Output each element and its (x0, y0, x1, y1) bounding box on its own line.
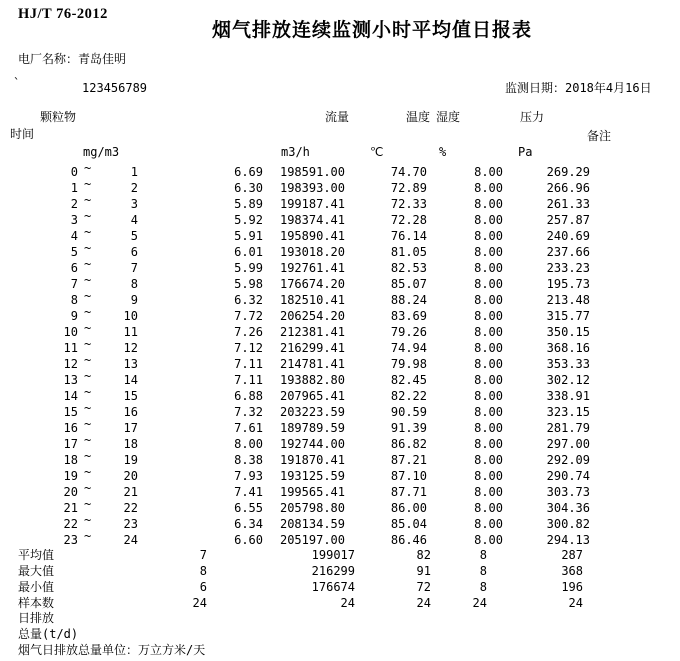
table-row (0, 305, 680, 324)
cell-pressure: 323.15 (546, 405, 590, 419)
table-row (0, 209, 680, 228)
cell-humidity: 8.00 (474, 485, 503, 499)
cell-temperature: 90.59 (390, 405, 427, 419)
table-row (0, 529, 680, 548)
cell-hour-from: 5 (70, 245, 78, 259)
cell-flow: 198393.00 (279, 181, 345, 195)
cell-flow: 212381.41 (279, 325, 345, 339)
summary-flow: 199017 (311, 548, 355, 562)
cell-flow: 191870.41 (279, 453, 345, 467)
cell-dust: 7.61 (234, 421, 263, 435)
summary-flow: 216299 (311, 564, 355, 578)
summary-temperature: 82 (416, 548, 431, 562)
tilde-separator: ~ (84, 161, 92, 175)
cell-hour-from: 7 (70, 277, 78, 291)
cell-flow: 195890.41 (279, 229, 345, 243)
cell-humidity: 8.00 (474, 165, 503, 179)
cell-dust: 5.99 (234, 261, 263, 275)
cell-pressure: 315.77 (546, 309, 590, 323)
cell-dust: 5.92 (234, 213, 263, 227)
cell-humidity: 8.00 (474, 261, 503, 275)
cell-pressure: 240.69 (546, 229, 590, 243)
table-row (0, 257, 680, 276)
cell-hour-to: 13 (123, 357, 138, 371)
cell-hour-to: 6 (130, 245, 138, 259)
cell-humidity: 8.00 (474, 533, 503, 547)
cell-temperature: 86.00 (390, 501, 427, 515)
cell-flow: 214781.41 (279, 357, 345, 371)
cell-temperature: 85.04 (390, 517, 427, 531)
cell-humidity: 8.00 (474, 309, 503, 323)
cell-flow: 198591.00 (279, 165, 345, 179)
summary-humidity: 24 (472, 596, 487, 610)
cell-humidity: 8.00 (474, 405, 503, 419)
tilde-separator: ~ (84, 465, 92, 479)
cell-dust: 5.98 (234, 277, 263, 291)
tilde-separator: ~ (84, 497, 92, 511)
cell-humidity: 8.00 (474, 197, 503, 211)
summary-humidity: 8 (479, 548, 487, 562)
cell-humidity: 8.00 (474, 437, 503, 451)
cell-dust: 6.34 (234, 517, 263, 531)
cell-dust: 6.30 (234, 181, 263, 195)
cell-hour-from: 23 (63, 533, 78, 547)
cell-flow: 207965.41 (279, 389, 345, 403)
cell-pressure: 261.33 (546, 197, 590, 211)
cell-humidity: 8.00 (474, 181, 503, 195)
cell-pressure: 257.87 (546, 213, 590, 227)
col-header-humidity: 湿度 (436, 110, 461, 124)
cell-flow: 182510.41 (279, 293, 345, 307)
cell-hour-to: 5 (130, 229, 138, 243)
report-title: 烟气排放连续监测小时平均值日报表 (212, 19, 533, 41)
cell-flow: 208134.59 (279, 517, 345, 531)
cell-hour-from: 17 (63, 437, 78, 451)
cell-dust: 7.26 (234, 325, 263, 339)
cell-temperature: 72.28 (390, 213, 427, 227)
tilde-separator: ~ (84, 417, 92, 431)
table-row (0, 369, 680, 388)
cell-flow: 203223.59 (279, 405, 345, 419)
cell-pressure: 213.48 (546, 293, 590, 307)
cell-pressure: 302.12 (546, 373, 590, 387)
table-row (0, 433, 680, 452)
cell-dust: 8.00 (234, 437, 263, 451)
footer-note: 烟气日排放总量单位：万立方米/天 (18, 643, 206, 657)
cell-hour-from: 14 (63, 389, 78, 403)
cell-hour-to: 2 (130, 181, 138, 195)
cell-temperature: 87.21 (390, 453, 427, 467)
tilde-separator: ~ (84, 177, 92, 191)
row-label-total-td: 总量(t/d) (18, 627, 79, 641)
cell-humidity: 8.00 (474, 213, 503, 227)
tilde-separator: ~ (84, 289, 92, 303)
tilde-separator: ~ (84, 449, 92, 463)
cell-temperature: 72.33 (390, 197, 427, 211)
cell-pressure: 269.29 (546, 165, 590, 179)
tilde-separator: ~ (84, 481, 92, 495)
row-label-daily-emission: 日排放 (18, 611, 55, 625)
tilde-separator: ~ (84, 273, 92, 287)
cell-flow: 216299.41 (279, 341, 345, 355)
unit-humidity: % (439, 145, 447, 159)
summary-row-label: 样本数 (18, 596, 55, 610)
cell-humidity: 8.00 (474, 421, 503, 435)
cell-hour-from: 20 (63, 485, 78, 499)
monitor-date-label: 监测日期：2018年4月16日 (505, 81, 652, 95)
col-header-remark: 备注 (587, 129, 612, 143)
cell-flow: 192761.41 (279, 261, 345, 275)
cell-flow: 199565.41 (279, 485, 345, 499)
summary-pressure: 368 (561, 564, 583, 578)
cell-hour-to: 3 (130, 197, 138, 211)
cell-pressure: 195.73 (546, 277, 590, 291)
cell-humidity: 8.00 (474, 325, 503, 339)
summary-dust: 24 (192, 596, 207, 610)
unit-flow: m3/h (281, 145, 310, 159)
table-row (0, 465, 680, 484)
cell-hour-from: 4 (70, 229, 78, 243)
summary-row (0, 579, 680, 595)
cell-dust: 5.91 (234, 229, 263, 243)
cell-dust: 7.11 (234, 373, 263, 387)
cell-pressure: 237.66 (546, 245, 590, 259)
table-row (0, 449, 680, 468)
tick-mark: ` (13, 76, 21, 90)
col-header-pressure: 压力 (520, 110, 545, 124)
cell-flow: 192744.00 (279, 437, 345, 451)
summary-pressure: 24 (568, 596, 583, 610)
table-row (0, 193, 680, 212)
tilde-separator: ~ (84, 353, 92, 367)
cell-pressure: 303.73 (546, 485, 590, 499)
cell-humidity: 8.00 (474, 229, 503, 243)
tilde-separator: ~ (84, 369, 92, 383)
cell-flow: 199187.41 (279, 197, 345, 211)
cell-temperature: 82.22 (390, 389, 427, 403)
summary-flow: 176674 (311, 580, 355, 594)
cell-pressure: 292.09 (546, 453, 590, 467)
cell-temperature: 82.53 (390, 261, 427, 275)
cell-temperature: 85.07 (390, 277, 427, 291)
cell-humidity: 8.00 (474, 245, 503, 259)
cell-flow: 198374.41 (279, 213, 345, 227)
summary-flow: 24 (340, 596, 355, 610)
col-header-time: 时间 (10, 127, 35, 141)
cell-hour-to: 18 (123, 437, 138, 451)
summary-humidity: 8 (479, 564, 487, 578)
cell-temperature: 86.82 (390, 437, 427, 451)
summary-row (0, 595, 680, 611)
cell-hour-to: 21 (123, 485, 138, 499)
table-row (0, 353, 680, 372)
cell-humidity: 8.00 (474, 373, 503, 387)
cell-dust: 6.01 (234, 245, 263, 259)
tilde-separator: ~ (84, 305, 92, 319)
cell-hour-from: 1 (70, 181, 78, 195)
table-row (0, 225, 680, 244)
cell-hour-to: 10 (123, 309, 138, 323)
cell-pressure: 281.79 (546, 421, 590, 435)
serial-number: 123456789 (82, 81, 148, 95)
cell-hour-from: 16 (63, 421, 78, 435)
cell-hour-to: 20 (123, 469, 138, 483)
cell-temperature: 81.05 (390, 245, 427, 259)
summary-temperature: 24 (416, 596, 431, 610)
summary-pressure: 287 (561, 548, 583, 562)
cell-pressure: 233.23 (546, 261, 590, 275)
cell-humidity: 8.00 (474, 341, 503, 355)
unit-temperature: ℃ (370, 145, 384, 159)
cell-dust: 7.93 (234, 469, 263, 483)
summary-row-label: 最小值 (18, 580, 55, 594)
tilde-separator: ~ (84, 513, 92, 527)
unit-dust: mg/m3 (83, 145, 120, 159)
table-row (0, 241, 680, 260)
cell-pressure: 294.13 (546, 533, 590, 547)
cell-hour-from: 2 (70, 197, 78, 211)
col-header-dust: 颗粒物 (40, 110, 77, 124)
summary-temperature: 72 (416, 580, 431, 594)
cell-temperature: 87.71 (390, 485, 427, 499)
cell-hour-from: 22 (63, 517, 78, 531)
cell-hour-to: 24 (123, 533, 138, 547)
cell-hour-from: 9 (70, 309, 78, 323)
summary-dust: 6 (199, 580, 207, 594)
cell-dust: 6.88 (234, 389, 263, 403)
cell-flow: 193018.20 (279, 245, 345, 259)
cell-humidity: 8.00 (474, 277, 503, 291)
standard-code: HJ/T 76-2012 (18, 6, 108, 22)
table-row (0, 481, 680, 500)
cell-humidity: 8.00 (474, 389, 503, 403)
cell-temperature: 76.14 (390, 229, 427, 243)
cell-flow: 189789.59 (279, 421, 345, 435)
cell-pressure: 300.82 (546, 517, 590, 531)
cell-pressure: 338.91 (546, 389, 590, 403)
cell-hour-from: 12 (63, 357, 78, 371)
table-row (0, 177, 680, 196)
tilde-separator: ~ (84, 321, 92, 335)
table-row (0, 401, 680, 420)
cell-hour-to: 9 (130, 293, 138, 307)
cell-pressure: 266.96 (546, 181, 590, 195)
cell-hour-from: 21 (63, 501, 78, 515)
table-row (0, 289, 680, 308)
cell-hour-from: 15 (63, 405, 78, 419)
cell-dust: 7.12 (234, 341, 263, 355)
tilde-separator: ~ (84, 433, 92, 447)
cell-humidity: 8.00 (474, 293, 503, 307)
cell-flow: 205197.00 (279, 533, 345, 547)
cell-humidity: 8.00 (474, 357, 503, 371)
tilde-separator: ~ (84, 401, 92, 415)
cell-temperature: 91.39 (390, 421, 427, 435)
cell-hour-from: 19 (63, 469, 78, 483)
cell-temperature: 86.46 (390, 533, 427, 547)
cell-pressure: 290.74 (546, 469, 590, 483)
tilde-separator: ~ (84, 337, 92, 351)
cell-dust: 7.41 (234, 485, 263, 499)
tilde-separator: ~ (84, 225, 92, 239)
cell-dust: 7.72 (234, 309, 263, 323)
cell-hour-to: 22 (123, 501, 138, 515)
table-row (0, 161, 680, 180)
cell-temperature: 83.69 (390, 309, 427, 323)
summary-temperature: 91 (416, 564, 431, 578)
cell-hour-from: 10 (63, 325, 78, 339)
cell-dust: 6.55 (234, 501, 263, 515)
cell-flow: 193882.80 (279, 373, 345, 387)
cell-pressure: 297.00 (546, 437, 590, 451)
cell-hour-to: 4 (130, 213, 138, 227)
cell-dust: 6.32 (234, 293, 263, 307)
cell-hour-from: 0 (70, 165, 78, 179)
summary-dust: 8 (199, 564, 207, 578)
cell-hour-to: 12 (123, 341, 138, 355)
cell-flow: 206254.20 (279, 309, 345, 323)
tilde-separator: ~ (84, 193, 92, 207)
table-row (0, 273, 680, 292)
cell-dust: 8.38 (234, 453, 263, 467)
summary-row-label: 平均值 (18, 548, 55, 562)
table-row (0, 385, 680, 404)
summary-pressure: 196 (561, 580, 583, 594)
plant-name-label: 电厂名称：青岛佳明 (18, 52, 127, 66)
cell-hour-to: 7 (130, 261, 138, 275)
cell-temperature: 74.70 (390, 165, 427, 179)
cell-hour-to: 23 (123, 517, 138, 531)
cell-humidity: 8.00 (474, 517, 503, 531)
cell-hour-from: 11 (63, 341, 78, 355)
cell-temperature: 74.94 (390, 341, 427, 355)
cell-hour-to: 15 (123, 389, 138, 403)
cell-pressure: 353.33 (546, 357, 590, 371)
cell-humidity: 8.00 (474, 453, 503, 467)
cell-hour-to: 11 (123, 325, 138, 339)
summary-row-label: 最大值 (18, 564, 55, 578)
tilde-separator: ~ (84, 529, 92, 543)
cell-pressure: 304.36 (546, 501, 590, 515)
cell-hour-to: 1 (130, 165, 138, 179)
cell-pressure: 350.15 (546, 325, 590, 339)
tilde-separator: ~ (84, 385, 92, 399)
cell-flow: 193125.59 (279, 469, 345, 483)
cell-dust: 5.89 (234, 197, 263, 211)
cell-dust: 7.11 (234, 357, 263, 371)
cell-hour-from: 18 (63, 453, 78, 467)
cell-temperature: 79.98 (390, 357, 427, 371)
cell-hour-from: 3 (70, 213, 78, 227)
col-header-flow: 流量 (325, 110, 350, 124)
cell-dust: 7.32 (234, 405, 263, 419)
cell-hour-to: 8 (130, 277, 138, 291)
cell-hour-from: 6 (70, 261, 78, 275)
summary-humidity: 8 (479, 580, 487, 594)
table-row (0, 321, 680, 340)
cell-dust: 6.60 (234, 533, 263, 547)
summary-row (0, 547, 680, 563)
cell-hour-to: 19 (123, 453, 138, 467)
tilde-separator: ~ (84, 209, 92, 223)
table-row (0, 513, 680, 532)
summary-row (0, 563, 680, 579)
summary-dust: 7 (199, 548, 207, 562)
tilde-separator: ~ (84, 241, 92, 255)
cell-hour-from: 13 (63, 373, 78, 387)
cell-hour-from: 8 (70, 293, 78, 307)
cell-humidity: 8.00 (474, 469, 503, 483)
cell-temperature: 79.26 (390, 325, 427, 339)
cell-temperature: 87.10 (390, 469, 427, 483)
cell-hour-to: 16 (123, 405, 138, 419)
cell-pressure: 368.16 (546, 341, 590, 355)
cell-flow: 176674.20 (279, 277, 345, 291)
cell-temperature: 72.89 (390, 181, 427, 195)
cell-dust: 6.69 (234, 165, 263, 179)
cell-hour-to: 17 (123, 421, 138, 435)
cell-temperature: 82.45 (390, 373, 427, 387)
unit-pressure: Pa (518, 145, 533, 159)
cell-humidity: 8.00 (474, 501, 503, 515)
cell-flow: 205798.80 (279, 501, 345, 515)
cell-hour-to: 14 (123, 373, 138, 387)
table-row (0, 417, 680, 436)
col-header-temperature: 温度 (406, 110, 431, 124)
cell-temperature: 88.24 (390, 293, 427, 307)
table-row (0, 497, 680, 516)
tilde-separator: ~ (84, 257, 92, 271)
table-row (0, 337, 680, 356)
